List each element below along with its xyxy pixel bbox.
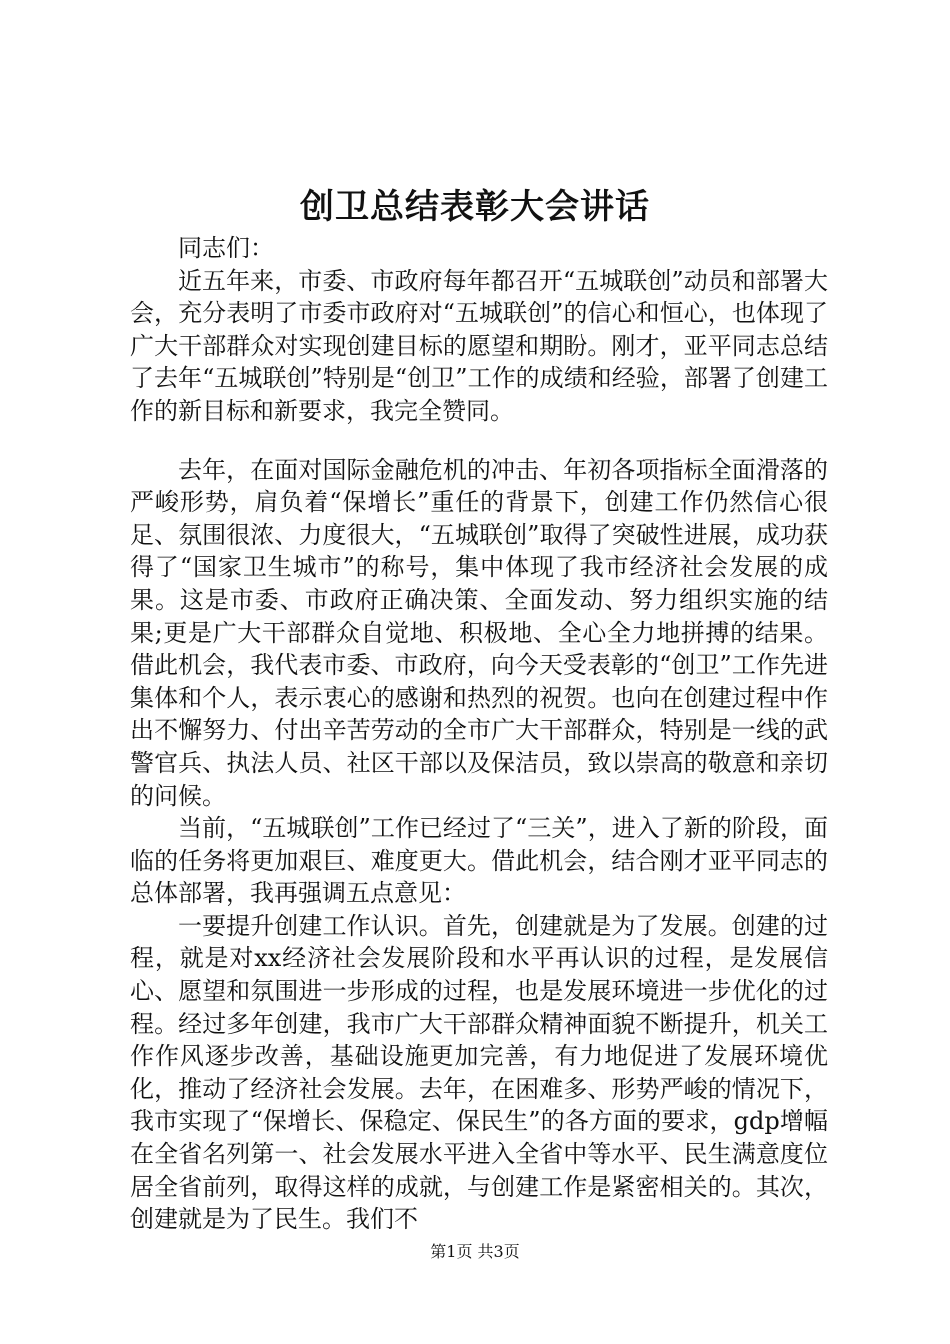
paragraph-current-stage: 当前，“五城联创”工作已经过了“三关”，进入了新的阶段，面临的任务将更加艰巨、难度更大。借此机会，结合刚才亚平同志的总体部署，我再强调五点意见： bbox=[130, 814, 828, 908]
document-title: 创卫总结表彰大会讲话 bbox=[300, 187, 650, 227]
paragraph-point-one: 一要提升创建工作认识。首先，创建就是为了发展。创建的过程，就是对xx经济社会发展阶段和水平再认识的过程，是发展信心、愿望和氛围进一步形成的过程，也是发展环境进一步优化的过程。经过多年创建，我市广大干部群众精神面貌不断提升，机关工作作风逐步改善，基础设施更加完善，有力地促进了发展环境优化，推动了经济社会发展。去年，在困难多、形势严峻的情况下，我市实现了“保增长、保稳定、保民生”的各方面的要求，gdp增幅在全省名列第一、社会发展水平进入全省中等水平、民生满意度位居全省前列，取得这样的成就，与创建工作是紧密相关的。其次，创建就是为了民生。我们不 bbox=[130, 911, 828, 1234]
document-body bbox=[130, 232, 828, 1236]
page-footer: 第1页 共3页 bbox=[430, 1242, 520, 1261]
paragraph-intro: 近五年来，市委、市政府每年都召开“五城联创”动员和部署大会，充分表明了市委市政府对“五城联创”的信心和恒心，也体现了广大干部群众对实现创建目标的愿望和期盼。刚才，亚平同志总结了去年“五城联创”特别是“创卫”工作的成绩和经验，部署了创建工作的新目标和新要求，我完全赞同。 bbox=[130, 266, 828, 425]
paragraph-last-year: 去年，在面对国际金融危机的冲击、年初各项指标全面滑落的严峻形势，肩负着“保增长”重任的背景下，创建工作仍然信心很足、氛围很浓、力度很大，“五城联创”取得了突破性进展，成功获得了“国家卫生城市”的称号，集中体现了我市经济社会发展的成果。这是市委、市政府正确决策、全面发动、努力组织实施的结果;更是广大干部群众自觉地、积极地、全心全力地拼搏的结果。借此机会，我代表市委、市政府，向今天受表彰的“创卫”工作先进集体和个人，表示衷心的感谢和热烈的祝贺。也向在创建过程中作出不懈努力、付出辛苦劳动的全市广大干部群众，特别是一线的武警官兵、执法人员、社区干部以及保洁员，致以崇高的敬意和亲切的问候。 bbox=[130, 455, 828, 810]
salutation: 同志们： bbox=[178, 234, 274, 262]
